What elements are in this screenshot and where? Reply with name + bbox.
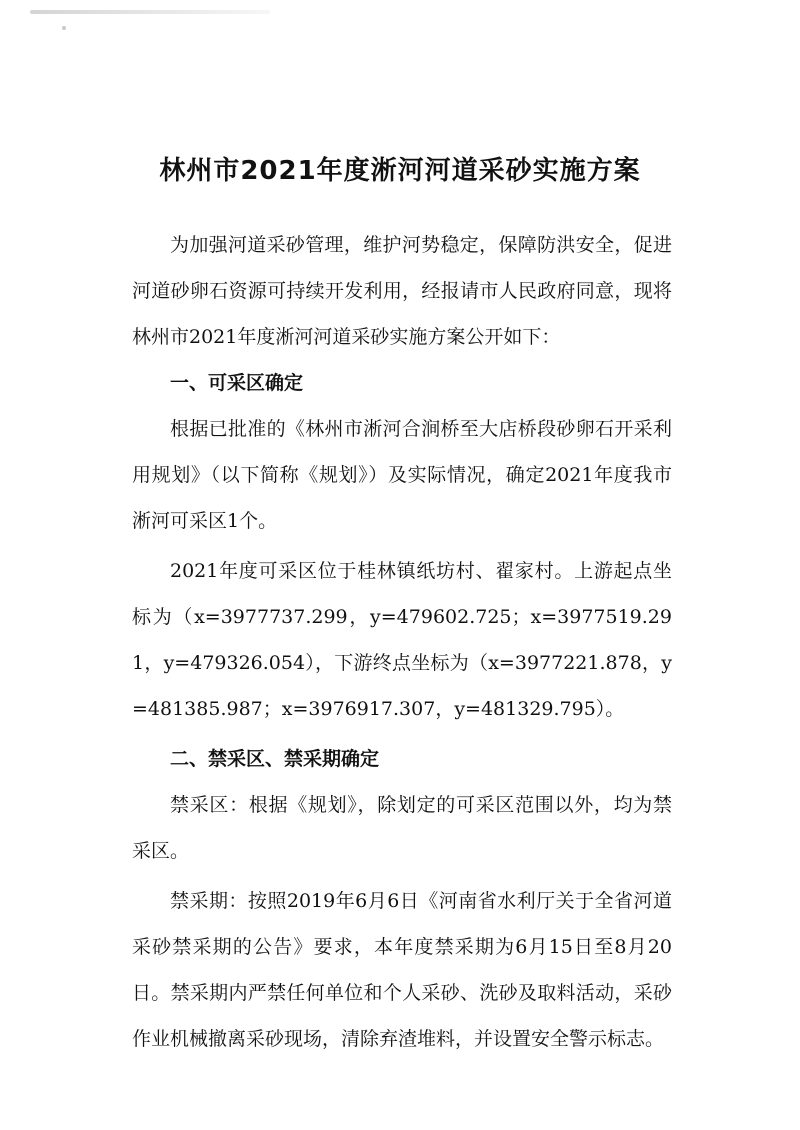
section1-paragraph-1: 根据已批准的《林州市淅河合涧桥至大店桥段砂卵石开采利用规划》（以下简称《规划》）及实际情况，确定2021年度我市淅河可采区1个。 bbox=[132, 418, 672, 532]
section2-heading: 二、禁采区、禁采期确定 bbox=[170, 748, 380, 770]
section2-paragraph-2: 禁采期：按照2019年6月6日《河南省水利厅关于全省河道采砂禁采期的公告》要求，本年度禁采期为6月15日至8月20日。禁采期内严禁任何单位和个人采砂、洗砂及取料活动，采砂作业机械撤离采砂现场，清除弃渣堆料，并设置安全警示标志。 bbox=[132, 890, 672, 1050]
section1-heading: 一、可采区确定 bbox=[170, 372, 304, 394]
document-body bbox=[132, 222, 672, 1062]
scan-artifact-line bbox=[30, 10, 270, 14]
section1-paragraph-2: 2021年度可采区位于桂林镇纸坊村、翟家村。上游起点坐标为（x=3977737.299，y=479602.725；x=3977519.291，y=479326.054），下游终点坐标为（x=3977221.878，y=481385.987；x=3976917.307，y=481329.795）。 bbox=[132, 560, 672, 720]
intro-paragraph: 为加强河道采砂管理，维护河势稳定，保障防洪安全，促进河道砂卵石资源可持续开发利用，经报请市人民政府同意，现将林州市2021年度淅河河道采砂实施方案公开如下： bbox=[132, 234, 672, 348]
document-title: 林州市2021年度淅河河道采砂实施方案 bbox=[159, 156, 641, 186]
scan-artifact-dot bbox=[62, 26, 66, 30]
section2-paragraph-1: 禁采区：根据《规划》，除划定的可采区范围以外，均为禁采区。 bbox=[132, 794, 672, 862]
